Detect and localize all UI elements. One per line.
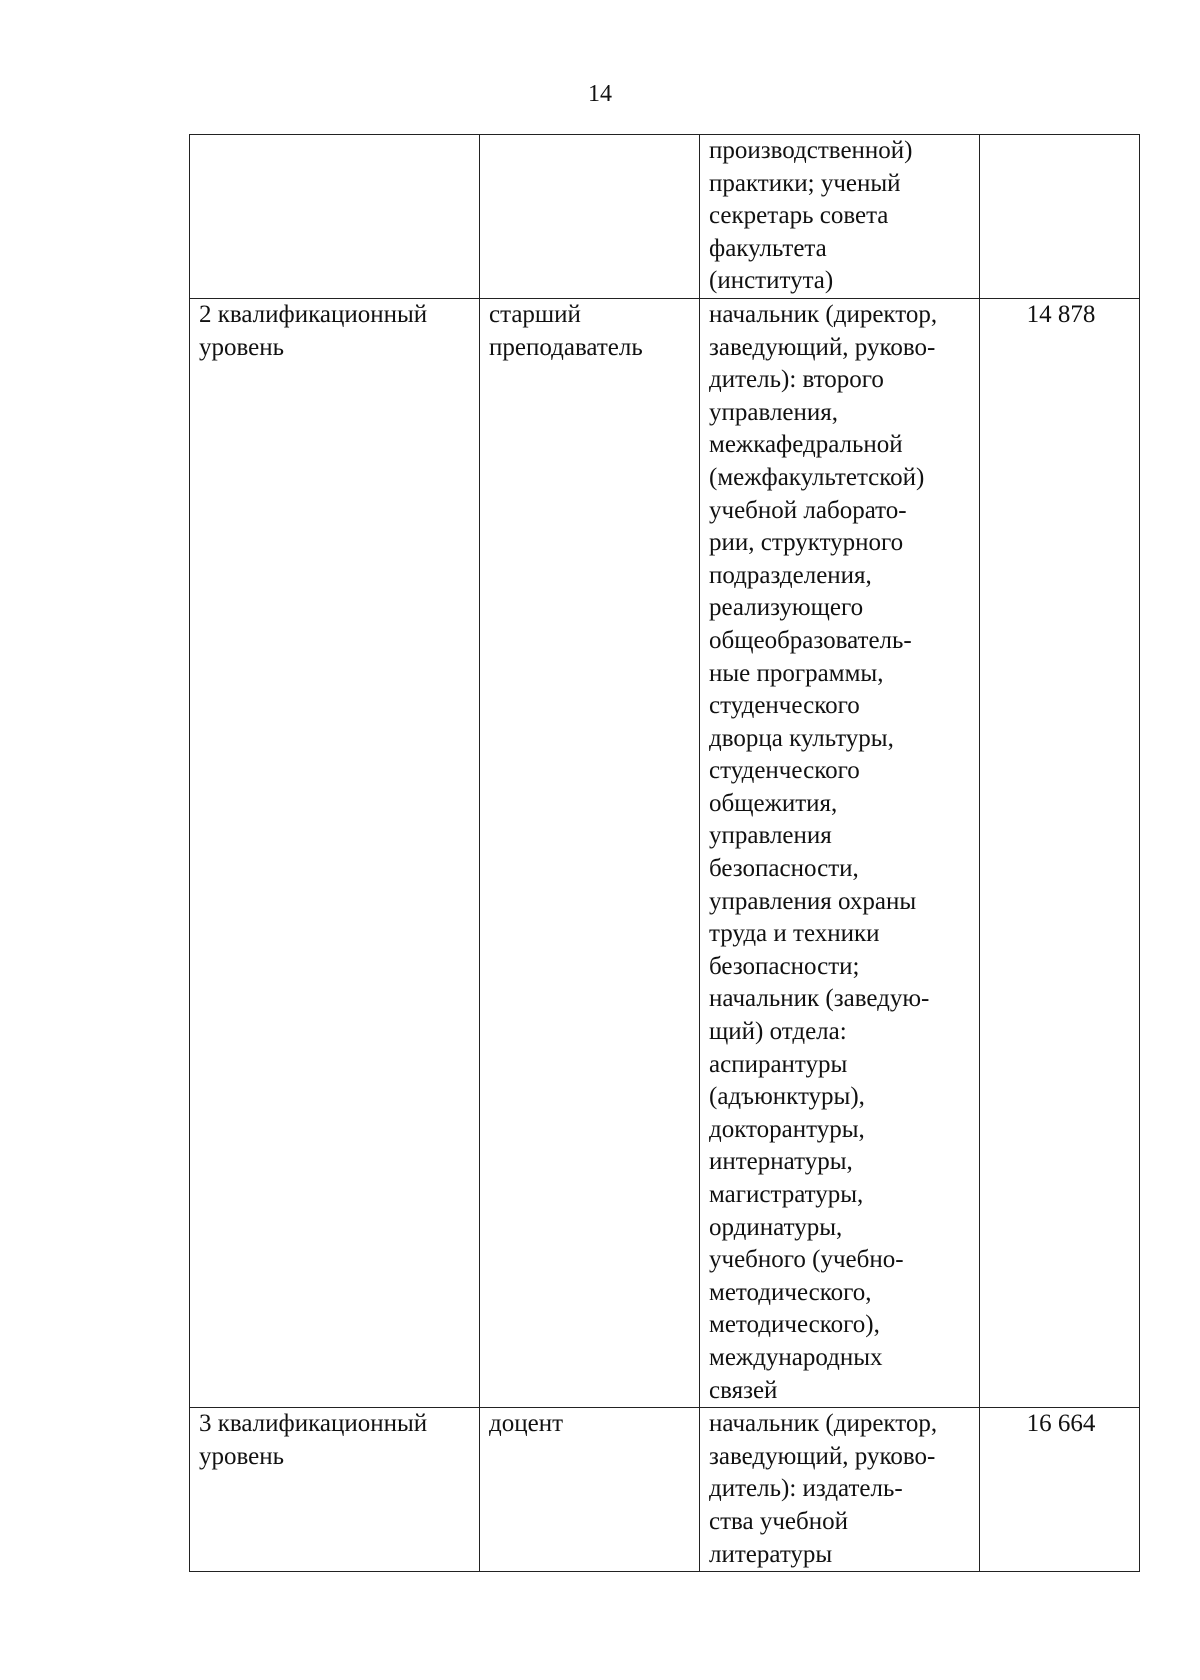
page-number: 14 <box>588 81 612 107</box>
level-line: 3 квалификационный <box>199 1410 428 1438</box>
duties-line: методического, <box>709 1278 872 1306</box>
duties-cell <box>700 1408 980 1572</box>
table-row <box>190 1408 1140 1572</box>
duties-line: дитель): второго <box>709 366 884 394</box>
duties-line: начальник (директор, <box>709 300 938 328</box>
duties-line: начальник (директор, <box>709 1410 938 1438</box>
duties-line: управления <box>709 822 832 850</box>
salary-cell: 14 878 <box>980 298 1140 1407</box>
duties-line: секретарь совета <box>709 202 889 230</box>
duties-line: (межфакультетской) <box>709 463 925 491</box>
level-cell <box>190 1408 480 1572</box>
duties-line: студенческого <box>709 757 860 785</box>
duties-line: дворца культуры, <box>709 724 894 752</box>
position-cell <box>480 1408 700 1572</box>
salary-cell: 16 664 <box>980 1408 1140 1572</box>
table-row <box>190 298 1140 1407</box>
duties-line: рии, структурного <box>709 529 904 557</box>
level-line: 2 квалификационный <box>199 300 428 328</box>
duties-line: интернатуры, <box>709 1148 853 1176</box>
duties-line: литературы <box>709 1540 833 1568</box>
duties-line: (института) <box>709 267 834 295</box>
duties-line: управления, <box>709 398 839 426</box>
level-line: уровень <box>199 1442 285 1470</box>
duties-line: заведующий, руково- <box>709 333 936 361</box>
position-cell <box>480 298 700 1407</box>
duties-line: щий) отдела: <box>709 1018 847 1046</box>
duties-line: аспирантуры <box>709 1050 848 1078</box>
duties-line: безопасности, <box>709 855 859 883</box>
duties-line: учебной лаборато- <box>709 496 907 524</box>
duties-line: начальник (заведую- <box>709 985 930 1013</box>
duties-line: магистратуры, <box>709 1181 864 1208</box>
salary-cell <box>980 135 1140 299</box>
duties-line: ординатуры, <box>709 1213 843 1241</box>
duties-line: докторантуры, <box>709 1115 865 1143</box>
duties-line: учебного (учебно- <box>709 1246 904 1274</box>
position-cell <box>480 135 700 299</box>
duties-line: (адъюнктуры), <box>709 1083 865 1111</box>
position-line: доцент <box>489 1410 563 1438</box>
duties-line: методического), <box>709 1311 880 1339</box>
duties-line: практики; ученый <box>709 169 901 197</box>
duties-cell <box>700 135 980 299</box>
duties-line: общежития, <box>709 789 838 817</box>
duties-line: заведующий, руково- <box>709 1442 936 1470</box>
level-cell <box>190 298 480 1407</box>
position-line: старший <box>489 300 581 328</box>
duties-cell <box>700 298 980 1407</box>
duties-line: факультета <box>709 234 827 262</box>
duties-line: ства учебной <box>709 1507 848 1535</box>
duties-line: труда и техники <box>709 920 880 948</box>
duties-line: подразделения, <box>709 561 872 589</box>
duties-line: ные программы, <box>709 659 884 687</box>
duties-line: реализующего <box>709 594 864 622</box>
duties-line: общеобразователь- <box>709 626 912 654</box>
duties-line: управления охраны <box>709 887 917 915</box>
duties-line: производственной) <box>709 137 913 164</box>
duties-line: безопасности; <box>709 952 860 980</box>
duties-line: международных <box>709 1343 883 1371</box>
position-line: преподаватель <box>489 333 643 361</box>
qualification-table <box>189 134 1140 1572</box>
duties-line: связей <box>709 1376 778 1404</box>
duties-line: межкафедральной <box>709 431 903 459</box>
duties-line: дитель): издатель- <box>709 1475 903 1503</box>
level-cell <box>190 135 480 299</box>
table-row <box>190 135 1140 299</box>
duties-line: студенческого <box>709 692 860 720</box>
level-line: уровень <box>199 333 285 361</box>
